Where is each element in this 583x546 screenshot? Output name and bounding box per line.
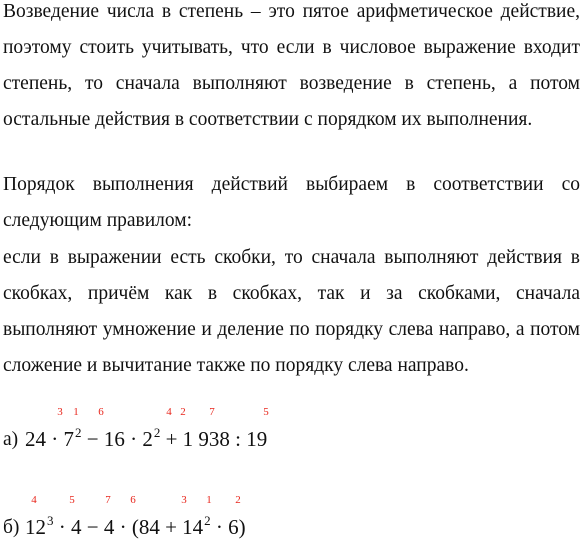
order-mark: 5 — [69, 494, 75, 506]
expr-part: − 16 · 2 — [81, 427, 153, 451]
order-mark: 1 — [73, 406, 79, 418]
expr-part: · 6) — [210, 515, 246, 539]
paragraph-exponentiation: Возведение числа в степень – это пятое арифметическое действие, поэтому стоить учитывать, что если в числовое выражение входит степень, то сначала выполняют возведение в степень, а потом остальные действия в соответствии с порядком их выполнения. — [3, 1, 580, 130]
order-mark: 3 — [181, 494, 187, 506]
order-mark: 6 — [130, 494, 136, 506]
example-b-expression — [25, 514, 246, 543]
expr-part: 12 — [25, 515, 46, 539]
order-mark: 7 — [105, 494, 111, 506]
exponent: 2 — [153, 425, 161, 440]
order-mark: 4 — [31, 494, 37, 506]
order-mark: 5 — [263, 406, 269, 418]
order-mark: 1 — [206, 494, 212, 506]
order-mark: 7 — [209, 406, 215, 418]
example-a-expression — [25, 426, 267, 455]
exponent: 2 — [75, 425, 82, 440]
order-mark: 6 — [98, 406, 104, 418]
expr-part: · 4 − 4 · (84 + 14 — [53, 515, 204, 539]
order-mark: 2 — [235, 494, 241, 506]
order-mark: 2 — [180, 406, 186, 418]
exponent: 3 — [47, 513, 54, 528]
paragraph-order-intro: Порядок выполнения действий выбираем в соответствии со следующим правилом: — [3, 174, 580, 231]
paragraph-order-rule: если в выражении есть скобки, то сначала выполняют действия в скобках, причём как в скобках, так и за скобками, сначала выполняют умножение и деление по порядку слева направо, а потом сложение и вычитание также по порядку слева направо. — [3, 247, 580, 376]
expr-part: + 1 938 : 19 — [160, 427, 268, 451]
expr-part: 24 · 7 — [25, 427, 74, 451]
order-mark: 4 — [166, 406, 172, 418]
order-mark: 3 — [57, 406, 63, 418]
exponent: 2 — [204, 513, 211, 528]
example-b-label: б) — [3, 517, 20, 538]
example-a-label: а) — [3, 429, 19, 450]
